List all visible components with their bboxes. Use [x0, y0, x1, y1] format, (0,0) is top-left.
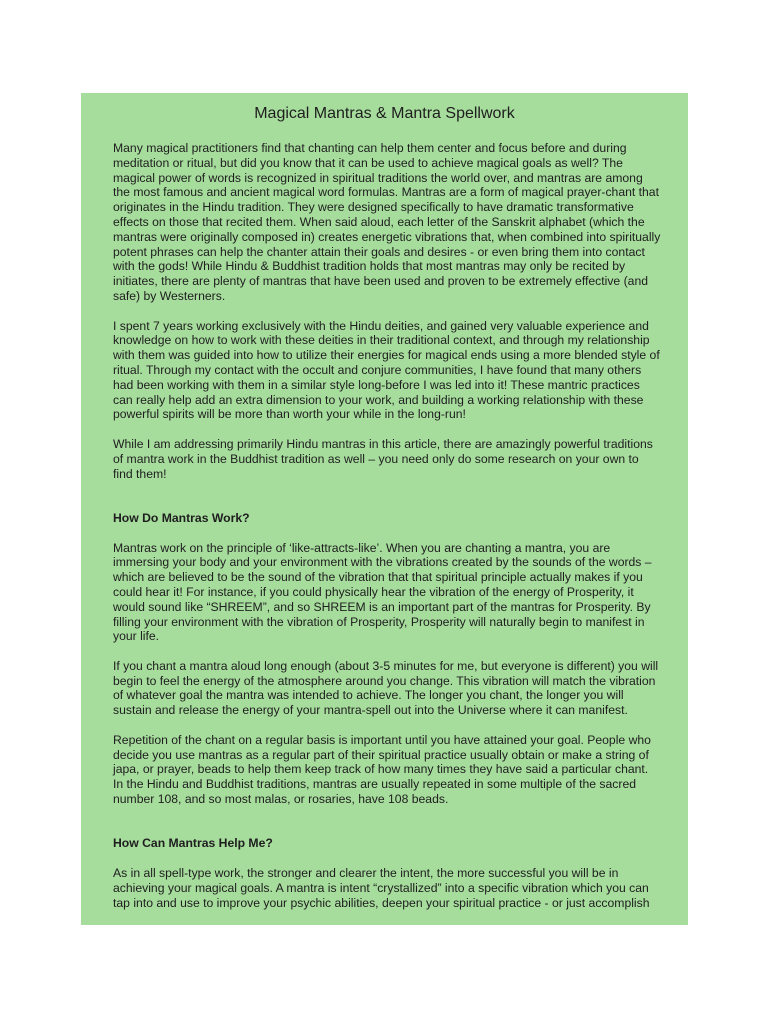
- intro-paragraph-2: I spent 7 years working exclusively with the Hindu deities, and gained very valuable experience and knowledge on how to work with these deities in their traditional context, and through my relationship with them was guided into how to utilize their energies for magical ends using a more blended style of ritual. Through my contact with the occult and conjure communities, I have found that many others had been working with them in a similar style long-before I was led into it! These mantric practices can really help add an extra dimension to your work, and building a working relationship with these powerful spirits will be more than worth your while in the long-run!: [113, 318, 660, 422]
- section-heading-how-mantras-help: How Can Mantras Help Me?: [113, 836, 273, 851]
- document-body: [113, 141, 661, 925]
- section-heading-how-mantras-work: How Do Mantras Work?: [113, 510, 250, 525]
- section1-paragraph-1: Mantras work on the principle of ‘like-attracts-like’. When you are chanting a mantra, you are immersing your body and your environment with the vibrations created by the sounds of the words – which are believed to be the sound of the vibration that that spiritual principle actually makes if you could hear it! For instance, if you could physically hear the vibration of the energy of Prosperity, it would sound like “SHREEM”, and so SHREEM is an important part of the mantras for Prosperity. By filling your environment with the vibration of Prosperity, Prosperity will naturally begin to manifest in your life.: [113, 540, 652, 644]
- document-title: Magical Mantras & Mantra Spellwork: [254, 105, 515, 122]
- intro-paragraph-3: While I am addressing primarily Hindu mantras in this article, there are amazingly powerful traditions of mantra work in the Buddhist tradition as well – you need only do some research on your own to find them!: [113, 436, 653, 481]
- document-page: [81, 93, 688, 925]
- section2-paragraph-1: As in all spell-type work, the stronger and clearer the intent, the more successful you will be in achieving your magical goals. A mantra is intent “crystallized” into a specific vibration which you can tap into and use to improve your psychic abilities, deepen your spiritual practice - or just accomplish: [113, 866, 650, 910]
- section1-paragraph-3: Repetition of the chant on a regular basis is important until you have attained your goal. People who decide you use mantras as a regular part of their spiritual practice usually obtain or make a string of japa, or prayer, beads to help them keep track of how many times they have said a particular chant. In the Hindu and Buddhist traditions, mantras are usually repeated in some multiple of the sacred number 108, and so most malas, or rosaries, have 108 beads.: [113, 732, 651, 807]
- intro-paragraph-1: Many magical practitioners find that chanting can help them center and focus before and during meditation or ritual, but did you know that it can be used to achieve magical goals as well? The magical power of words is recognized in spiritual traditions the world over, and mantras are among the most famous and ancient magical word formulas. Mantras are a form of magical prayer-chant that originates in the Hindu tradition. They were designed specifically to have dramatic transformative effects on those that recited them. When said aloud, each letter of the Sanskrit alphabet (which the mantras were originally composed in) creates energetic vibrations that, when combined into spiritually potent phrases can help the chanter attain their goals and desires - or even bring them into contact with the gods! While Hindu & Buddhist tradition holds that most mantras may only be recited by initiates, there are plenty of mantras that have been used and proven to be extremely effective (and safe) by Westerners.: [113, 141, 661, 303]
- section1-paragraph-2: If you chant a mantra aloud long enough (about 3-5 minutes for me, but everyone is different) you will begin to feel the energy of the atmosphere around you change. This vibration will match the vibration of whatever goal the mantra was intended to achieve. The longer you chant, the longer you will sustain and release the energy of your mantra-spell out into the Universe where it can manifest.: [113, 658, 659, 718]
